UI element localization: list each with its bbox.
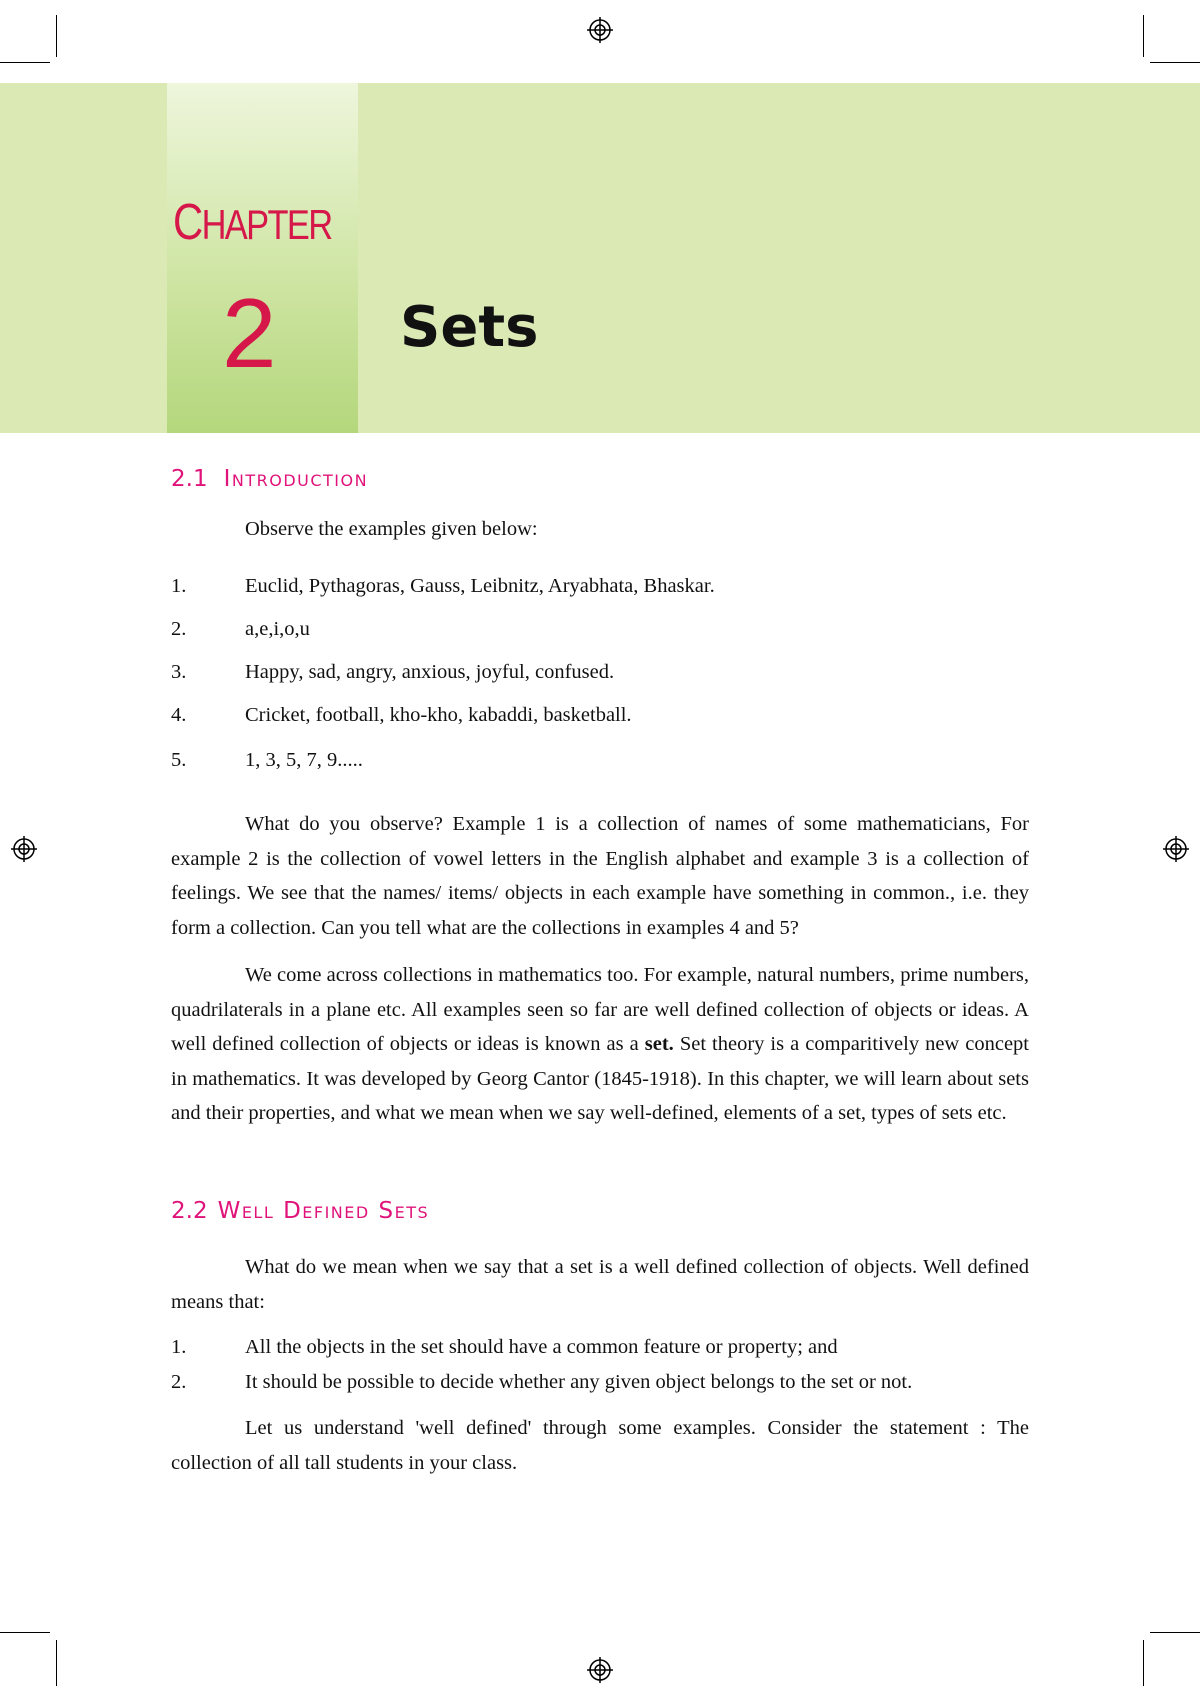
crop-mark xyxy=(1143,1640,1144,1686)
chapter-label-rest: HAPTER xyxy=(201,201,332,248)
list-item: Cricket, football, kho-kho, kabaddi, basketball. xyxy=(245,704,632,726)
crop-mark xyxy=(56,15,57,57)
section-number: 2.1 xyxy=(171,466,208,492)
list-item-number: 2. xyxy=(171,1371,187,1393)
section-heading-introduction xyxy=(171,468,368,491)
paragraph-observation: What do you observe? Example 1 is a collection of names of some mathematicians, For example 2 is the collection of vowel letters in the English alphabet and example 3 is a collection of feelings. We see that the names/ items/ objects in each example have something in common., i.e. they form a collection. Can you tell what are the collections in examples 4 and 5? xyxy=(171,813,1029,939)
list-item-number: 3. xyxy=(171,661,187,683)
section-heading-well-defined-sets xyxy=(171,1200,429,1223)
paragraph-examples: Let us understand 'well defined' through some examples. Consider the statement : The collection of all tall students in your class. xyxy=(171,1417,1029,1474)
list-item: It should be possible to decide whether any given object belongs to the set or not. xyxy=(245,1371,913,1393)
section-title: Well Defined Sets xyxy=(217,1198,430,1224)
paragraph-text: Set theory is a comparitively new concept in mathematics. It was developed by Georg Cantor (1845-1918). In this chapter, we will learn about sets and their properties, and what we mean when we say well-defined, elements of a set, types of sets etc. xyxy=(171,1033,1029,1125)
crop-mark xyxy=(56,1640,57,1686)
paragraph-collections xyxy=(171,958,1029,1131)
chapter-label: CHAPTER xyxy=(173,193,332,250)
section-number: 2.2 xyxy=(171,1198,208,1224)
chapter-number: 2 xyxy=(222,278,277,388)
crop-mark xyxy=(1143,15,1144,57)
crop-mark xyxy=(1150,1632,1200,1633)
list-item-number: 4. xyxy=(171,704,187,726)
list-item-number: 1. xyxy=(171,575,187,597)
registration-mark-icon xyxy=(1163,836,1189,862)
list-item: a,e,i,o,u xyxy=(245,618,310,640)
paragraph-definition: What do we mean when we say that a set is a well defined collection of objects. Well defined means that: xyxy=(171,1256,1029,1313)
list-item-number: 1. xyxy=(171,1336,187,1358)
examples-intro: Observe the examples given below: xyxy=(245,518,538,540)
paragraph-text: We come across collections in mathematics too. For example, natural numbers, prime numbers, quadrilaterals in a plane etc. All examples seen so far are well defined collection of objects or ideas. A well defined collection of objects or ideas is known as a xyxy=(171,964,1029,1056)
registration-mark-icon xyxy=(587,17,613,43)
registration-mark-icon xyxy=(11,836,37,862)
crop-mark xyxy=(0,62,50,63)
list-item-number: 2. xyxy=(171,618,187,640)
term-set: set. xyxy=(644,1033,674,1056)
list-item: Euclid, Pythagoras, Gauss, Leibnitz, Aryabhata, Bhaskar. xyxy=(245,575,715,597)
chapter-title: Sets xyxy=(400,295,539,360)
crop-mark xyxy=(1150,62,1200,63)
registration-mark-icon xyxy=(587,1657,613,1683)
list-item: All the objects in the set should have a common feature or property; and xyxy=(245,1336,838,1358)
list-item: Happy, sad, angry, anxious, joyful, confused. xyxy=(245,661,615,683)
crop-mark xyxy=(0,1632,50,1633)
list-item: 1, 3, 5, 7, 9..... xyxy=(245,749,363,771)
list-item-number: 5. xyxy=(171,749,187,771)
section-title: Introduction xyxy=(223,466,369,492)
